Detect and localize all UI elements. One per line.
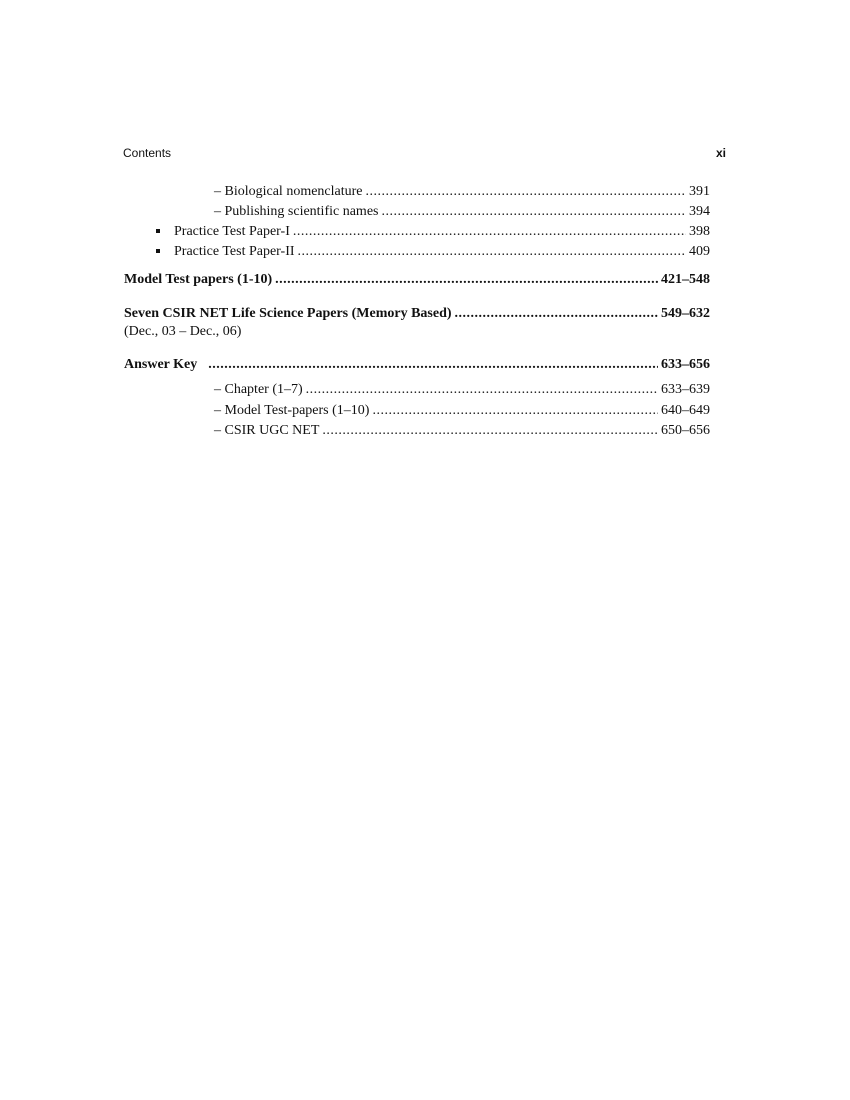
bullet-icon [156, 229, 160, 233]
toc-entry-page: 398 [689, 224, 710, 239]
dot-leader [293, 223, 686, 241]
toc-entry-page: 421–548 [661, 272, 710, 287]
toc-entry-label: Answer Key [124, 357, 198, 372]
running-header-title: Contents [123, 146, 172, 160]
dot-leader [275, 271, 658, 289]
dot-leader [298, 243, 686, 261]
toc-entry-label: Seven CSIR NET Life Science Papers (Memory Based) [124, 306, 452, 321]
toc-entry-csir-net-papers[interactable] [124, 305, 710, 323]
toc-entry-model-test-papers[interactable] [124, 271, 710, 289]
toc-entry-page: 633–639 [661, 382, 710, 397]
toc-entry-page: 633–656 [661, 357, 710, 372]
toc-entry-page: 549–632 [661, 306, 710, 321]
toc-entry-practice-test-paper-2[interactable] [174, 243, 710, 261]
toc-entry-publishing-scientific-names[interactable] [214, 203, 710, 221]
dot-leader [208, 356, 658, 374]
toc-entry-label: – Model Test-papers (1–10) [214, 403, 370, 418]
dot-leader [381, 203, 686, 221]
dot-leader [306, 381, 658, 399]
running-header [123, 146, 726, 160]
toc-entry-label: Practice Test Paper-I [174, 224, 290, 239]
dot-leader [455, 305, 658, 323]
toc-entry-page: 394 [689, 204, 710, 219]
bullet-icon [156, 249, 160, 253]
dot-leader [322, 422, 658, 440]
toc-entry-label: – Chapter (1–7) [214, 382, 303, 397]
toc-entry-page: 391 [689, 184, 710, 199]
toc-subentry-model-test-papers[interactable] [214, 402, 710, 420]
toc-entry-subtitle: (Dec., 03 – Dec., 06) [124, 324, 242, 339]
toc-entry-answer-key[interactable] [124, 356, 710, 374]
toc-entry-page: 650–656 [661, 423, 710, 438]
toc-entry-label: Model Test papers (1-10) [124, 272, 273, 287]
toc-entry-label: – CSIR UGC NET [214, 423, 320, 438]
toc-entry-practice-test-paper-1[interactable] [174, 223, 710, 241]
toc-entry-biological-nomenclature[interactable] [214, 183, 710, 201]
page-number: xi [715, 146, 726, 160]
dot-leader [372, 402, 658, 420]
toc-entry-page: 640–649 [661, 403, 710, 418]
toc-entry-page: 409 [689, 244, 710, 259]
toc-entry-label: Practice Test Paper-II [174, 244, 295, 259]
dot-leader [366, 183, 686, 201]
toc-entry-label: – Biological nomenclature [214, 184, 363, 199]
toc-subentry-chapter[interactable] [214, 381, 710, 399]
toc-entry-label: – Publishing scientific names [214, 204, 379, 219]
toc-subentry-csir-ugc-net[interactable] [214, 422, 710, 440]
